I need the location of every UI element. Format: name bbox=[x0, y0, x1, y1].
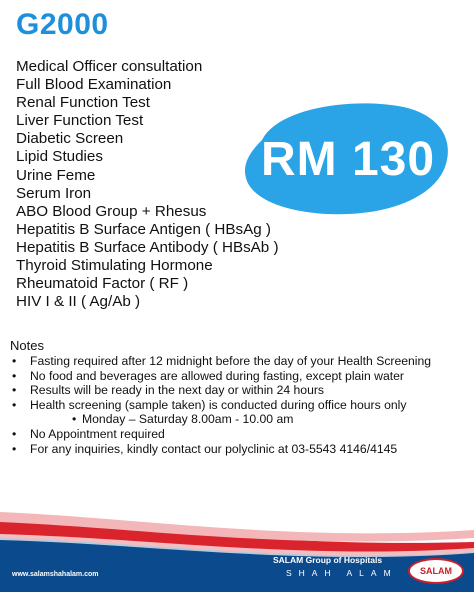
list-item: ABO Blood Group + Rhesus bbox=[16, 202, 207, 220]
brand-location: SHAH ALAM bbox=[286, 568, 398, 578]
list-item: Renal Function Test bbox=[16, 94, 150, 112]
website-link[interactable]: www.salamshahalam.com bbox=[12, 571, 99, 578]
brand-name: SALAM Group of Hospitals bbox=[273, 555, 383, 565]
list-item: Hepatitis B Surface Antibody ( HBsAb ) bbox=[16, 238, 279, 256]
package-title: G2000 bbox=[16, 8, 109, 41]
list-item: HIV I & II ( Ag/Ab ) bbox=[16, 293, 141, 311]
list-item: Hepatitis B Surface Antigen ( HBsAg ) bbox=[16, 220, 271, 238]
note-item: • For any inquiries, kindly contact our polyclinic at 03-5543 4146/4145 bbox=[10, 442, 470, 457]
note-item: • Results will be ready in the next day or within 24 hours bbox=[10, 383, 470, 398]
note-item: • Health screening (sample taken) is conducted during office hours only bbox=[10, 398, 470, 413]
note-sub-item: • Monday – Saturday 8.00am - 10.00 am bbox=[10, 412, 470, 427]
note-item: • Fasting required after 12 midnight before the day of your Health Screening bbox=[10, 354, 470, 369]
list-item: Rheumatoid Factor ( RF ) bbox=[16, 275, 189, 293]
list-item: Diabetic Screen bbox=[16, 130, 124, 148]
list-item: Liver Function Test bbox=[16, 112, 144, 130]
list-item: Full Blood Examination bbox=[16, 76, 172, 94]
notes-heading: Notes bbox=[10, 338, 44, 353]
salam-logo bbox=[408, 558, 464, 584]
list-item: Urine Feme bbox=[16, 166, 96, 184]
price-label: RM 130 bbox=[260, 132, 436, 186]
list-item: Lipid Studies bbox=[16, 148, 103, 166]
list-item: Serum Iron bbox=[16, 184, 92, 202]
notes-list bbox=[10, 354, 470, 456]
note-item: • No food and beverages are allowed during fasting, except plain water bbox=[10, 369, 470, 384]
list-item: Thyroid Stimulating Hormone bbox=[16, 257, 213, 275]
note-item: • No Appointment required bbox=[10, 427, 470, 442]
list-item: Medical Officer consultation bbox=[16, 58, 203, 75]
logo-text: SALAM bbox=[420, 566, 452, 576]
